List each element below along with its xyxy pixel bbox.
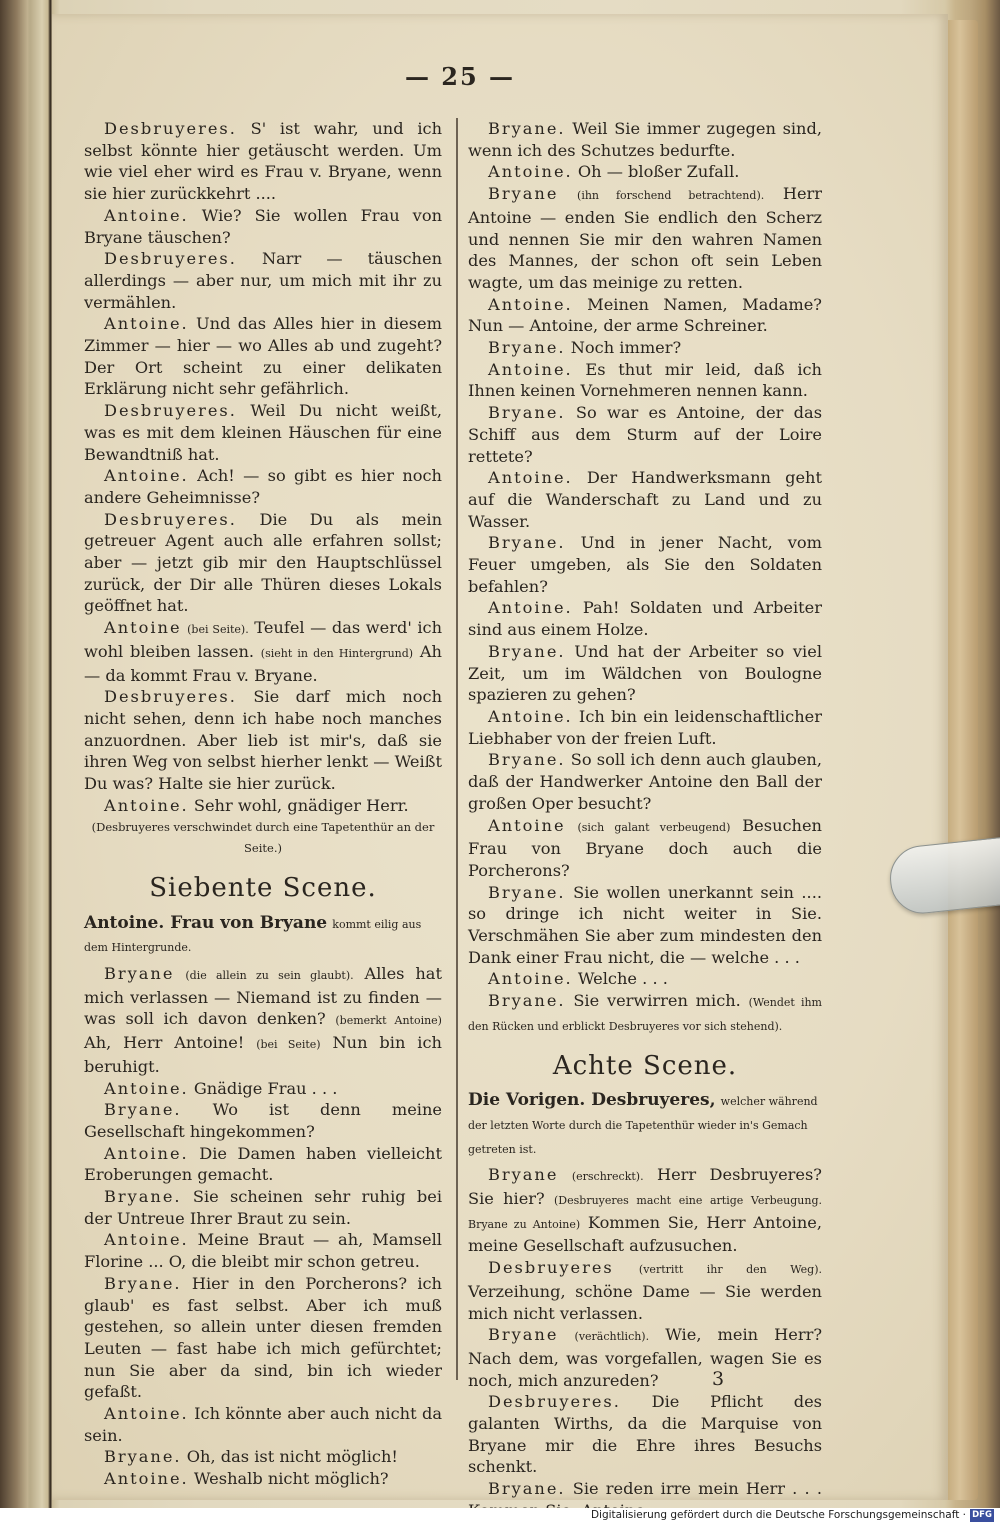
- paragraph: [84, 1446, 442, 1468]
- speaker: Desbruyeres: [488, 1258, 614, 1278]
- stage-direction: (erschreckt).: [571, 1170, 644, 1184]
- speech: Herr Desbruyeres? Sie hier?: [468, 1165, 822, 1209]
- speaker: Bryane: [488, 184, 559, 204]
- scene-title: Achte Scene.: [552, 1050, 738, 1081]
- paragraph: [468, 1164, 822, 1257]
- paragraph: [468, 815, 822, 882]
- speech: Wo ist denn meine Gesellschaft hingekommen?: [84, 1100, 442, 1141]
- speaker: Antoine.: [104, 1230, 189, 1250]
- speech: So soll ich denn auch glauben, daß der Handwerker Antoine den Ball der großen Oper besucht?: [468, 750, 822, 813]
- paragraph: [84, 248, 442, 313]
- paragraph: [468, 990, 822, 1037]
- stage-direction: (die allein zu sein glaubt).: [185, 969, 354, 983]
- speech: Die Du als mein getreuer Agent auch alle erfahren sollst; aber — jetzt gib mir den Hauptschlüssel zurück, der Dir alle Thüren dieses Lokals geöffnet hat.: [84, 509, 442, 616]
- speech: Oh, das ist nicht möglich!: [186, 1447, 398, 1467]
- speaker: Antoine: [104, 618, 182, 638]
- page-stack-edge: [948, 20, 978, 1500]
- paragraph: [468, 118, 822, 161]
- speech: S' ist wahr, und ich selbst könnte hier getäuscht werden. Um wie viel eher wird es Frau v. Bryane, wenn sie hier zurückkehrt ....: [84, 119, 442, 204]
- paragraph: [84, 1078, 442, 1100]
- scene-title: Siebente Scene.: [149, 872, 377, 903]
- cast-direction: welcher während der letzten Worte durch die Tapetenthür wieder in's Gemach getreten ist.: [468, 1095, 818, 1156]
- speaker: Antoine.: [488, 598, 573, 618]
- dfg-logo: DFG: [970, 1509, 994, 1522]
- paragraph: [468, 1324, 822, 1391]
- speaker: Antoine.: [104, 314, 189, 334]
- speaker: Bryane.: [104, 1187, 182, 1207]
- cast-names: Die Vorigen. Desbruyeres,: [468, 1090, 716, 1111]
- speech: Sie reden irre mein Herr . . .: [572, 1479, 822, 1499]
- cast-direction: kommt eilig aus dem Hintergrunde.: [84, 917, 422, 955]
- paragraph: [84, 509, 442, 618]
- speaker: Desbruyeres.: [104, 509, 237, 529]
- left-column: [84, 118, 442, 1489]
- paragraph: [84, 118, 442, 205]
- paragraph: [468, 337, 822, 359]
- paragraph: [468, 467, 822, 532]
- speech: Noch immer?: [570, 338, 682, 358]
- speaker: Antoine.: [104, 1404, 189, 1424]
- paragraph: [468, 641, 822, 706]
- speaker: Antoine.: [104, 466, 189, 486]
- speech: Gnädige Frau . . .: [193, 1078, 338, 1098]
- speaker: Bryane.: [488, 1479, 566, 1499]
- speech: Besuchen Frau von Bryane doch auch die Porcherons?: [468, 815, 822, 880]
- speaker: Bryane.: [488, 119, 566, 138]
- speech: Welche . . .: [577, 969, 668, 989]
- speaker: Bryane.: [488, 533, 566, 553]
- speech: Oh — bloßer Zufall.: [577, 162, 740, 182]
- speaker: Antoine: [488, 815, 566, 835]
- speech: Teufel — das werd' ich wohl bleiben lassen.: [84, 618, 442, 661]
- stage-direction: (bei Seite).: [187, 623, 249, 637]
- speaker: Antoine.: [488, 969, 573, 989]
- speaker: Bryane.: [104, 1273, 182, 1293]
- paragraph: [468, 294, 822, 337]
- speaker: Antoine.: [104, 1469, 189, 1489]
- speech: Meine Braut — ah, Mamsell Florine ... O, die bleibt mir schon getreu.: [84, 1230, 442, 1272]
- stage-direction: (Wendet ihm den Rücken und erblickt Desbruyeres vor sich stehend).: [468, 996, 822, 1033]
- speech: Kommen Sie, Herr Antoine, meine Gesellschaft aufzusuchen.: [468, 1212, 822, 1256]
- speech: Nun bin ich beruhigt.: [84, 1033, 442, 1076]
- speech: Herr Antoine — enden Sie endlich den Scherz und nennen Sie mir den wahren Namen des Mannes, der schon oft sein Leben wagte, um das meinige zu retten.: [468, 184, 823, 292]
- paragraph: [84, 1468, 442, 1490]
- speech: Der Handwerksmann geht auf die Wanderschaft zu Land und zu Wasser.: [468, 468, 822, 531]
- speech: Wie, mein Herr? Nach dem, was vorgefallen, wagen Sie es noch, mich anzureden?: [468, 1325, 823, 1390]
- speaker: Antoine.: [104, 205, 189, 225]
- stage-direction: (vertritt ihr den Weg).: [638, 1263, 823, 1277]
- paragraph: [468, 968, 822, 990]
- facing-page-edge: [0, 0, 28, 1508]
- paragraph: [84, 1186, 442, 1229]
- speech: Sie verwirren mich.: [573, 991, 741, 1011]
- speech: Alles hat mich verlassen — Niemand ist zu finden — was soll ich davon denken?: [84, 964, 442, 1029]
- speech: Und das Alles hier in diesem Zimmer — hier — wo Alles ab und zugeht? Der Ort scheint zu einer delikaten Erklärung nicht sehr gefährlich.: [84, 314, 442, 399]
- speech: Ah, Herr Antoine!: [84, 1033, 245, 1053]
- speaker: Desbruyeres.: [488, 1392, 621, 1412]
- stage-direction: (bei Seite): [256, 1038, 321, 1052]
- paragraph: [84, 795, 442, 817]
- paragraph: [468, 532, 822, 597]
- speech: Sie darf mich noch nicht sehen, denn ich habe noch manches anzuordnen. Aber lieb ist mir's, daß sie ihren Weg von selbst hierher lenkt — Weißt Du was? Halte sie hier zurück.: [84, 687, 442, 794]
- speech: Weil Sie immer zugegen sind, wenn ich des Schutzes bedurfte.: [468, 119, 822, 160]
- speech: Wie? Sie wollen Frau von Bryane täuschen?: [84, 205, 442, 247]
- speaker: Bryane: [488, 1325, 559, 1345]
- speech: Pah! Soldaten und Arbeiter sind aus einem Holze.: [468, 598, 822, 640]
- speech: Ach! — so gibt es hier noch andere Geheimnisse?: [84, 466, 442, 507]
- cast-list: [84, 912, 442, 959]
- paragraph: [84, 1099, 442, 1142]
- speech: Hier in den Porcherons? ich glaub' es fast selbst. Aber ich muß gestehen, so allein unter diesen fremden Leuten — fast habe ich mich gefürchtet; nun Sie aber da sind, bin ich wieder gefaßt.: [84, 1273, 442, 1402]
- speech: Sie scheinen sehr ruhig bei der Untreue Ihrer Braut zu sein.: [84, 1187, 442, 1228]
- stage-direction: (sich galant verbeugend): [577, 820, 731, 834]
- paragraph: [84, 400, 442, 465]
- paragraph: [84, 1229, 442, 1272]
- stage-direction: (ihn forschend betrachtend).: [577, 189, 765, 203]
- speech: So war es Antoine, der das Schiff aus dem Sturm auf der Loire rettete?: [468, 403, 822, 466]
- speaker: Desbruyeres.: [104, 119, 237, 138]
- page-number: — 25 —: [404, 62, 516, 91]
- footer-credit: Digitalisierung gefördert durch die Deutsche Forschungsgemeinschaft ·: [590, 1509, 966, 1521]
- speaker: Bryane.: [488, 338, 566, 358]
- paragraph: [468, 402, 822, 467]
- speaker: Antoine.: [104, 795, 189, 815]
- paragraph: [84, 686, 442, 795]
- speaker: Antoine.: [104, 1078, 189, 1098]
- speech: Weil Du nicht weißt, was es mit dem kleinen Häuschen für eine Bewandtniß hat.: [84, 401, 442, 464]
- speaker: Antoine.: [488, 162, 573, 182]
- speaker: Bryane.: [488, 641, 566, 661]
- column-divider: [456, 118, 458, 1380]
- speaker: Antoine.: [488, 706, 573, 726]
- speaker: Bryane.: [488, 991, 566, 1011]
- paragraph: [468, 359, 822, 402]
- speaker: Antoine.: [104, 1143, 189, 1163]
- speech: Und hat der Arbeiter so viel Zeit, um im Wäldchen von Boulogne spazieren zu gehen?: [468, 641, 822, 705]
- paragraph: [468, 706, 822, 749]
- speech: Die Pflicht des galanten Wirths, da die Marquise von Bryane mir die Ehre ihres Besuchs schenkt.: [468, 1392, 822, 1477]
- paragraph: [468, 749, 822, 814]
- paragraph: [468, 882, 822, 969]
- paragraph: [84, 313, 442, 400]
- speaker: Bryane.: [104, 1447, 182, 1467]
- paragraph: [84, 963, 442, 1078]
- paragraph: [84, 465, 442, 508]
- paragraph: [468, 1391, 822, 1478]
- speech: Ich könnte aber auch nicht da sein.: [84, 1404, 442, 1445]
- speech: Meinen Namen, Madame? Nun — Antoine, der arme Schreiner.: [468, 294, 822, 336]
- right-column: [468, 118, 823, 1499]
- speaker: Antoine.: [488, 294, 573, 314]
- speech: Und in jener Nacht, vom Feuer umgeben, als Sie den Soldaten befahlen?: [468, 533, 822, 596]
- speaker: Bryane.: [488, 750, 566, 770]
- speech: Ah — da kommt Frau v. Bryane.: [84, 641, 442, 685]
- speech: Sehr wohl, gnädiger Herr.: [193, 795, 409, 815]
- paragraph: [84, 205, 442, 248]
- speaker: Antoine.: [488, 359, 573, 379]
- paragraph: [84, 1403, 442, 1446]
- stage-direction: (verächtlich).: [574, 1330, 650, 1344]
- speaker: Desbruyeres.: [104, 249, 237, 269]
- stage-direction: (sieht in den Hintergrund): [260, 646, 414, 660]
- speaker: Bryane.: [488, 403, 566, 423]
- paragraph: [84, 1273, 442, 1403]
- speaker: Antoine.: [488, 468, 573, 488]
- paragraph: [84, 1143, 442, 1186]
- cast-list: [468, 1089, 822, 1160]
- speech: Es thut mir leid, daß ich Ihnen keinen Vornehmeren nennen kann.: [468, 359, 822, 401]
- stage-direction: (bemerkt Antoine): [335, 1014, 442, 1028]
- speaker: Desbruyeres.: [104, 687, 237, 707]
- speaker: Desbruyeres.: [104, 401, 237, 421]
- paragraph: [468, 183, 822, 294]
- speaker: Bryane: [488, 1165, 559, 1185]
- speech: Verzeihung, schöne Dame — Sie werden mich nicht verlassen.: [468, 1281, 822, 1323]
- speech: Die Damen haben vielleicht Eroberungen gemacht.: [84, 1143, 442, 1185]
- speech: Weshalb nicht möglich?: [193, 1469, 389, 1489]
- speaker: Bryane.: [104, 1100, 182, 1120]
- cast-names: Antoine. Frau von Bryane: [84, 912, 328, 933]
- speaker: Bryane: [104, 964, 175, 984]
- paragraph: [84, 617, 442, 686]
- speech: Ich bin ein leidenschaftlicher Liebhaber von der freien Luft.: [468, 706, 822, 748]
- speech: Sie wollen unerkannt sein .... so dringe ich nicht weiter in Sie. Verschmähen Sie aber zum mindesten den Dank einer Frau nicht, die — welche . . .: [468, 882, 822, 967]
- speech: Narr — täuschen allerdings — aber nur, um mich mit ihr zu vermählen.: [84, 249, 442, 312]
- paragraph: [468, 161, 822, 183]
- sheet-signature: 3: [712, 1368, 725, 1390]
- stage-direction: (Desbruyeres verschwindet durch eine Tapetenthür an der Seite.): [91, 819, 435, 856]
- stage-direction: (Desbruyeres macht eine artige Verbeugung. Bryane zu Antoine): [468, 1194, 822, 1231]
- speaker: Bryane.: [488, 882, 566, 902]
- paragraph: [468, 597, 822, 640]
- paragraph: [468, 1257, 822, 1324]
